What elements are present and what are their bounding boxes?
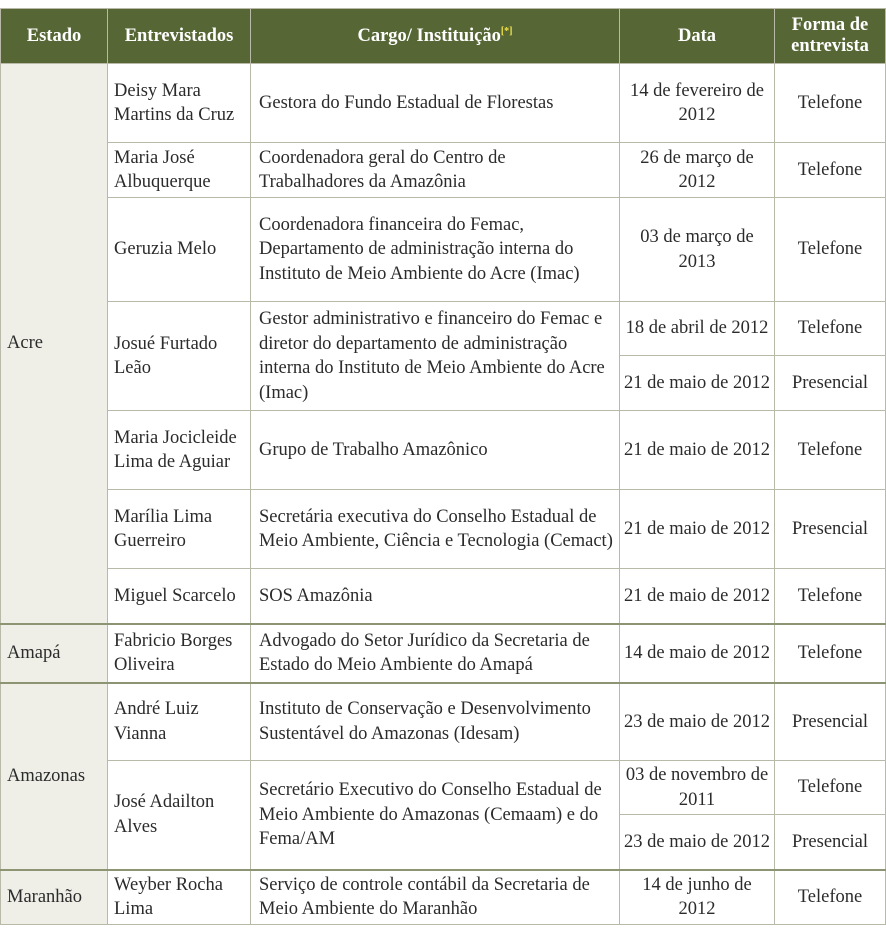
interviewee-role: Coordenadora financeira do Femac, Departamento de administração interna do Instituto de Meio Ambiente do Acre (Imac) bbox=[251, 198, 620, 302]
state-cell-amapa: Amapá bbox=[1, 624, 108, 683]
header-entrevistados: Entrevistados bbox=[108, 9, 251, 64]
interview-date: 26 de março de 2012 bbox=[620, 143, 775, 198]
interview-mode: Telefone bbox=[775, 64, 886, 143]
interviewee-name: Weyber Rocha Lima bbox=[108, 870, 251, 925]
header-cargo-label: Cargo/ Instituição bbox=[357, 25, 501, 46]
interview-date: 03 de março de 2013 bbox=[620, 198, 775, 302]
table-row bbox=[1, 490, 886, 569]
interviewee-name: Miguel Scarcelo bbox=[108, 569, 251, 624]
interview-date: 14 de maio de 2012 bbox=[620, 624, 775, 683]
interviewee-role: Serviço de controle contábil da Secretaria de Meio Ambiente do Maranhão bbox=[251, 870, 620, 925]
header-estado: Estado bbox=[1, 9, 108, 64]
interview-mode: Telefone bbox=[775, 569, 886, 624]
interviewee-name: Maria José Albuquerque bbox=[108, 143, 251, 198]
header-data: Data bbox=[620, 9, 775, 64]
interviewee-role: Secretária executiva do Conselho Estadual de Meio Ambiente, Ciência e Tecnologia (Cemact) bbox=[251, 490, 620, 569]
interview-mode: Presencial bbox=[775, 815, 886, 870]
interview-mode: Telefone bbox=[775, 761, 886, 815]
interview-date: 21 de maio de 2012 bbox=[620, 411, 775, 490]
interview-mode: Telefone bbox=[775, 624, 886, 683]
interview-date: 21 de maio de 2012 bbox=[620, 490, 775, 569]
interview-mode: Presencial bbox=[775, 490, 886, 569]
header-row bbox=[1, 9, 886, 64]
interview-mode: Presencial bbox=[775, 356, 886, 411]
interview-mode: Telefone bbox=[775, 302, 886, 356]
interview-date: 14 de junho de 2012 bbox=[620, 870, 775, 925]
interviewee-name: André Luiz Vianna bbox=[108, 683, 251, 761]
table-row bbox=[1, 569, 886, 624]
interview-mode: Telefone bbox=[775, 143, 886, 198]
state-cell-maranhao: Maranhão bbox=[1, 870, 108, 925]
interview-date: 21 de maio de 2012 bbox=[620, 356, 775, 411]
table-row bbox=[1, 624, 886, 683]
state-cell-acre: Acre bbox=[1, 64, 108, 624]
interviewee-name: Fabricio Borges Oliveira bbox=[108, 624, 251, 683]
interviewee-role: Coordenadora geral do Centro de Trabalhadores da Amazônia bbox=[251, 143, 620, 198]
header-cargo bbox=[251, 9, 620, 64]
interviewee-name: Deisy Mara Martins da Cruz bbox=[108, 64, 251, 143]
table-row bbox=[1, 198, 886, 302]
interview-date: 23 de maio de 2012 bbox=[620, 815, 775, 870]
table-row bbox=[1, 143, 886, 198]
interviewee-role: Secretário Executivo do Conselho Estadual de Meio Ambiente do Amazonas (Cemaam) e do Fema/AM bbox=[251, 761, 620, 870]
interview-date: 18 de abril de 2012 bbox=[620, 302, 775, 356]
interview-mode: Telefone bbox=[775, 411, 886, 490]
interview-mode: Telefone bbox=[775, 198, 886, 302]
table-row bbox=[1, 411, 886, 490]
interview-date: 14 de fevereiro de 2012 bbox=[620, 64, 775, 143]
table-row bbox=[1, 761, 886, 815]
footnote-marker: [*] bbox=[500, 25, 513, 37]
table-row bbox=[1, 302, 886, 356]
interview-mode: Presencial bbox=[775, 683, 886, 761]
state-cell-amazonas: Amazonas bbox=[1, 683, 108, 870]
interviewee-role: Gestora do Fundo Estadual de Florestas bbox=[251, 64, 620, 143]
interviewee-name: Geruzia Melo bbox=[108, 198, 251, 302]
interview-date: 21 de maio de 2012 bbox=[620, 569, 775, 624]
table-row bbox=[1, 683, 886, 761]
interviewee-role: SOS Amazônia bbox=[251, 569, 620, 624]
interview-date: 03 de novembro de 2011 bbox=[620, 761, 775, 815]
interviewee-role: Gestor administrativo e financeiro do Femac e diretor do departamento de administração interna do Instituto de Meio Ambiente do Acre (Imac) bbox=[251, 302, 620, 411]
table-row bbox=[1, 64, 886, 143]
interviewee-role: Instituto de Conservação e Desenvolvimento Sustentável do Amazonas (Idesam) bbox=[251, 683, 620, 761]
interviews-table bbox=[0, 8, 886, 925]
interview-mode: Telefone bbox=[775, 870, 886, 925]
interviewee-role: Grupo de Trabalho Amazônico bbox=[251, 411, 620, 490]
interviewee-name: José Adailton Alves bbox=[108, 761, 251, 870]
table-row bbox=[1, 870, 886, 925]
interviewee-name: Josué Furtado Leão bbox=[108, 302, 251, 411]
interview-date: 23 de maio de 2012 bbox=[620, 683, 775, 761]
interviewee-name: Maria Jocicleide Lima de Aguiar bbox=[108, 411, 251, 490]
header-forma: Forma de entrevista bbox=[775, 9, 886, 64]
interviewee-name: Marília Lima Guerreiro bbox=[108, 490, 251, 569]
interviewee-role: Advogado do Setor Jurídico da Secretaria de Estado do Meio Ambiente do Amapá bbox=[251, 624, 620, 683]
